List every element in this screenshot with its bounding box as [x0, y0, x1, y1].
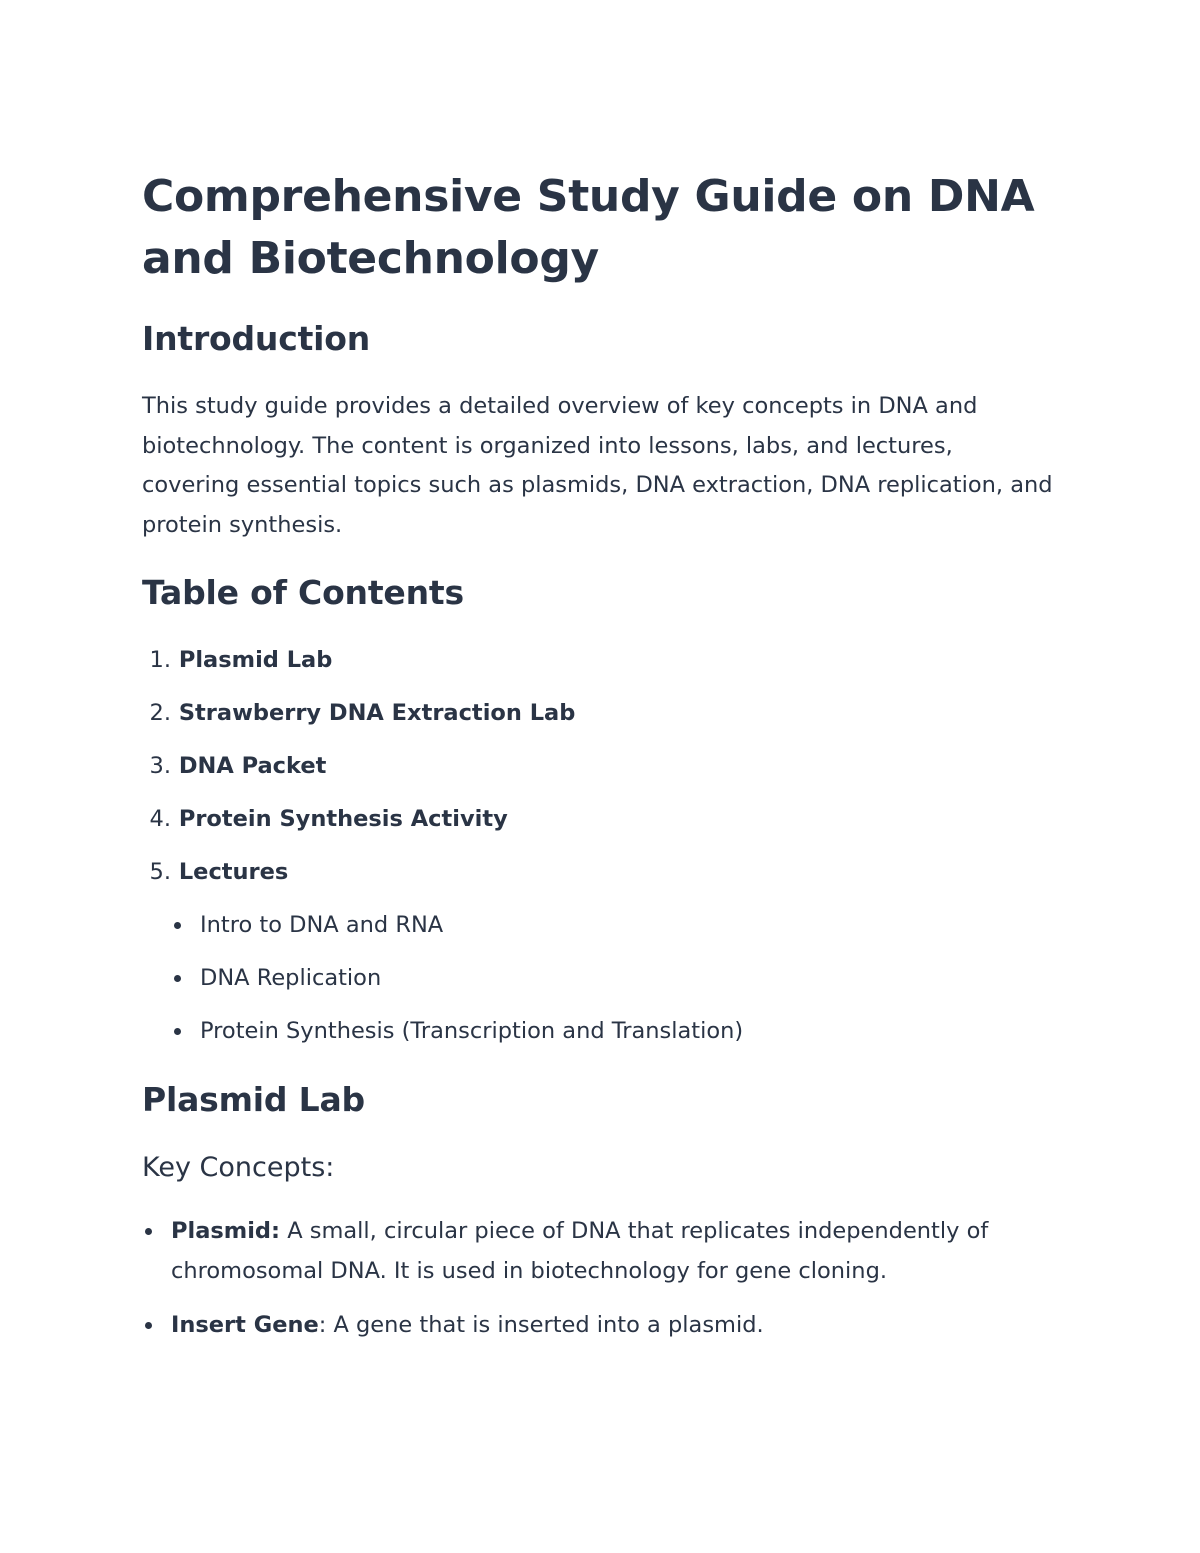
concept-item-insert-gene: [142, 1305, 1062, 1358]
lecture-item-dna-replication[interactable]: [171, 961, 743, 1014]
concept-definition: A small, circular piece of DNA that replicates independently of chromosomal DNA. It is used in biotechnology for gene cloning.: [171, 1218, 989, 1284]
lecture-item-protein-synthesis[interactable]: [171, 1014, 743, 1067]
toc-label: Protein Synthesis Activity: [178, 806, 508, 832]
plasmid-lab-heading: Plasmid Lab: [142, 1080, 365, 1119]
bullet-icon: [174, 1028, 181, 1035]
introduction-paragraph: This study guide provides a detailed overview of key concepts in DNA and biotechnology. The content is organized into lessons, labs, and lectures, covering essential topics such as plasmids, DNA extraction, DNA replication, and protein synthesis.: [142, 393, 1053, 538]
toc-number: 2.: [149, 700, 171, 726]
lectures-sublist: [171, 908, 743, 1067]
toc-label: DNA Packet: [178, 753, 327, 779]
toc-label: Strawberry DNA Extraction Lab: [178, 700, 576, 726]
concept-separator: :: [271, 1218, 281, 1244]
bullet-icon: [145, 1322, 152, 1329]
lecture-label: Intro to DNA and RNA: [200, 912, 444, 938]
toc-label: Lectures: [178, 859, 289, 885]
concept-item-plasmid: [142, 1211, 1062, 1291]
table-of-contents: [142, 643, 744, 1044]
toc-number: 1.: [149, 647, 171, 673]
toc-number: 4.: [149, 806, 171, 832]
key-concepts-list: [142, 1211, 1062, 1358]
bullet-icon: [174, 975, 181, 982]
lecture-label: Protein Synthesis (Transcription and Translation): [200, 1018, 744, 1044]
concept-definition: A gene that is inserted into a plasmid.: [326, 1312, 764, 1338]
key-concepts-subheading: Key Concepts:: [142, 1152, 335, 1183]
bullet-icon: [145, 1228, 152, 1235]
toc-item-plasmid-lab[interactable]: [142, 643, 575, 696]
toc-item-protein-synthesis-activity[interactable]: [142, 802, 575, 855]
toc-item-dna-packet[interactable]: [142, 749, 575, 802]
toc-number: 3.: [149, 753, 171, 779]
concept-term: Insert Gene: [171, 1312, 319, 1338]
toc-item-strawberry-dna-extraction-lab[interactable]: [142, 696, 575, 749]
bullet-icon: [174, 922, 181, 929]
toc-item-lectures[interactable]: [142, 855, 575, 908]
concept-term: Plasmid: [171, 1218, 272, 1244]
lecture-label: DNA Replication: [200, 965, 382, 991]
introduction-heading: Introduction: [142, 319, 371, 358]
toc-number: 5.: [149, 859, 171, 885]
concept-separator: :: [318, 1312, 327, 1338]
lecture-item-intro-dna-rna[interactable]: [171, 908, 743, 961]
toc-heading: Table of Contents: [142, 573, 464, 612]
document-title: Comprehensive Study Guide on DNA and Biotechnology: [142, 171, 1035, 284]
toc-label: Plasmid Lab: [178, 647, 333, 673]
